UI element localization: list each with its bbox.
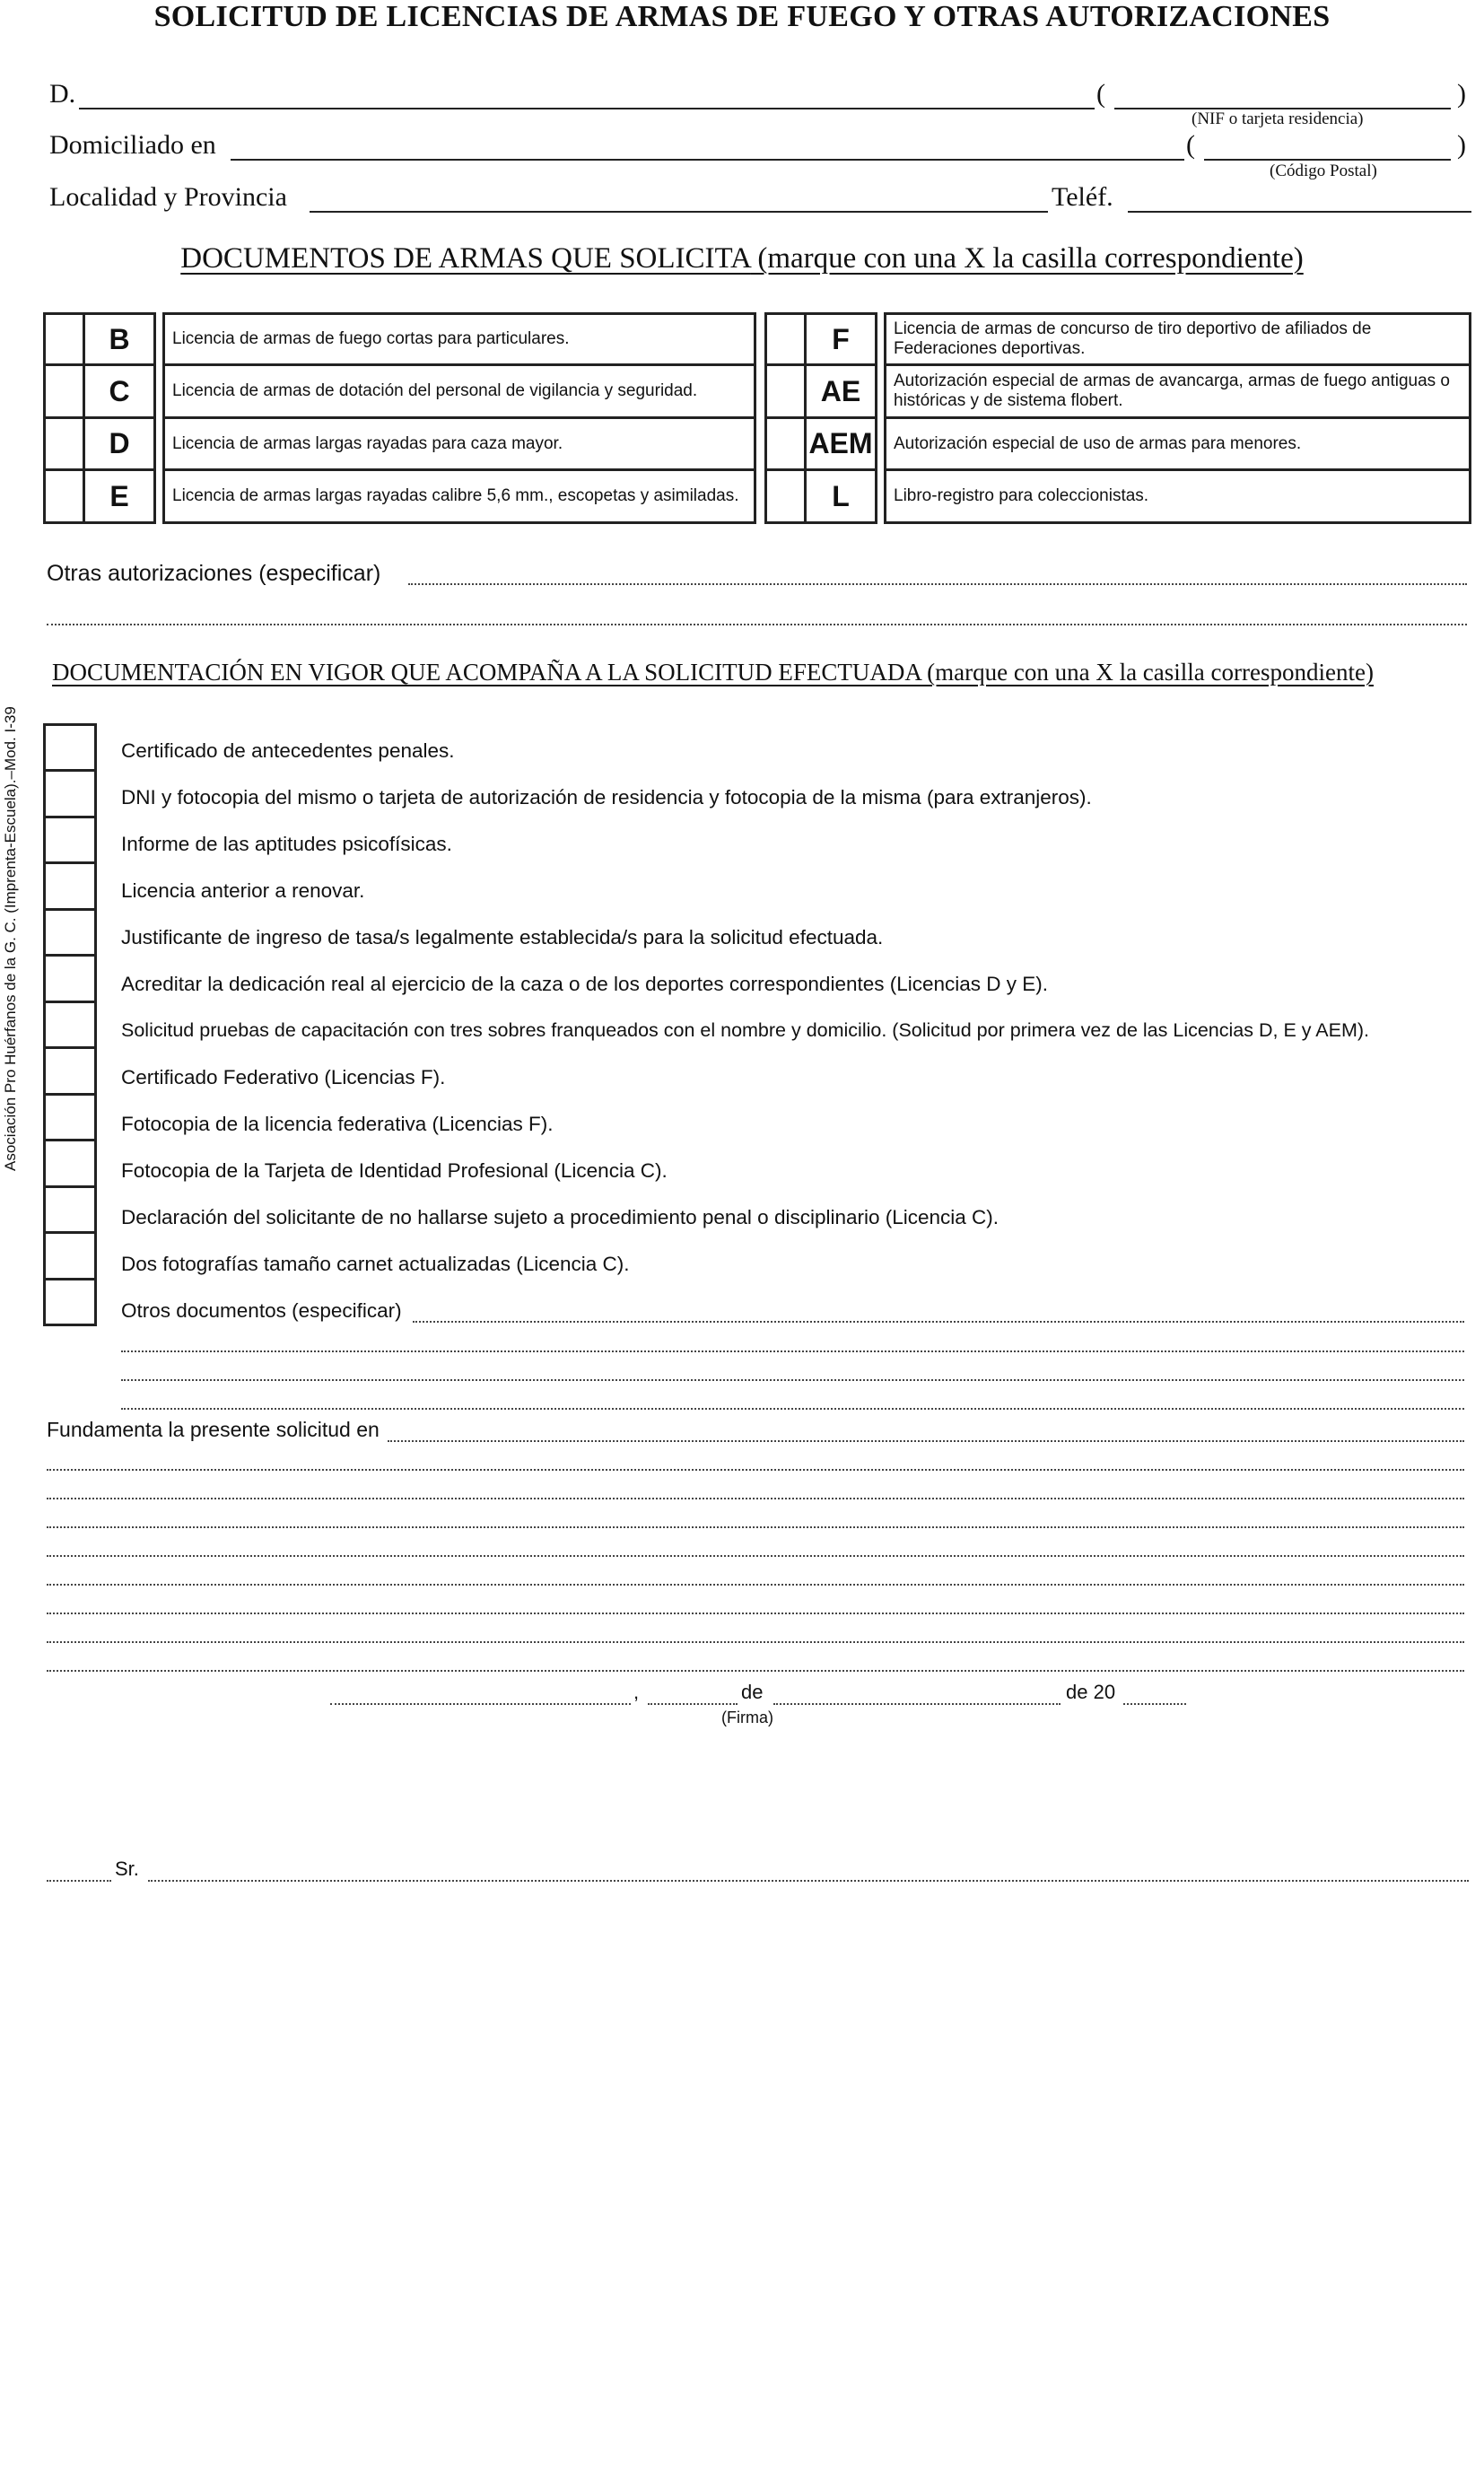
license-desc-e: Licencia de armas largas rayadas calibre 5,6 mm., escopetas y asimiladas.	[162, 468, 756, 524]
other-authorizations-field-2[interactable]	[47, 624, 1467, 625]
phone-field[interactable]	[1128, 211, 1471, 213]
postal-note: (Código Postal)	[1270, 162, 1377, 180]
license-desc-l: Libro-registro para coleccionistas.	[884, 468, 1471, 524]
other-documents-field-4[interactable]	[121, 1408, 1464, 1410]
grounds-field-5[interactable]	[47, 1555, 1464, 1557]
license-code-f: F	[804, 312, 877, 366]
doc-check-9[interactable]	[43, 1093, 97, 1141]
license-desc-b: Licencia de armas de fuego cortas para particulares.	[162, 312, 756, 366]
doc-check-2[interactable]	[43, 769, 97, 818]
doc-item-8: Certificado Federativo (Licencias F).	[121, 1066, 446, 1088]
doc-check-13[interactable]	[43, 1278, 97, 1326]
doc-check-3[interactable]	[43, 816, 97, 864]
doc-item-5: Justificante de ingreso de tasa/s legalmente establecida/s para la solicitud efectuada.	[121, 926, 884, 948]
license-desc-c: Licencia de armas de dotación del personal de vigilancia y seguridad.	[162, 363, 756, 419]
license-code-c: C	[83, 363, 156, 419]
postal-open-paren: (	[1186, 130, 1195, 160]
postal-close-paren: )	[1457, 130, 1466, 160]
day-field[interactable]	[648, 1703, 738, 1705]
doc-item-13: Otros documentos (especificar)	[121, 1299, 402, 1322]
license-code-l: L	[804, 468, 877, 524]
doc-check-8[interactable]	[43, 1046, 97, 1096]
recipient-label: Sr.	[115, 1857, 139, 1880]
grounds-field-7[interactable]	[47, 1613, 1464, 1614]
grounds-field-4[interactable]	[47, 1526, 1464, 1528]
nif-open-paren: (	[1096, 79, 1105, 109]
place-field[interactable]	[330, 1703, 631, 1705]
doc-item-6: Acreditar la dedicación real al ejercicio de la caza o de los deportes correspondientes (Licencias D y E).	[121, 973, 1049, 995]
doc-item-2: DNI y fotocopia del mismo o tarjeta de autorización de residencia y fotocopia de la misma (para extranjeros).	[121, 786, 1092, 808]
doc-check-1[interactable]	[43, 723, 97, 772]
grounds-label: Fundamenta la presente solicitud en	[47, 1418, 380, 1441]
other-authorizations-label: Otras autorizaciones (especificar)	[47, 561, 381, 586]
printer-side-text: Asociación Pro Huérfanos de la G. C. (Imprenta-Escuela).–Mod. I-39	[2, 706, 19, 1171]
doc-item-11: Declaración del solicitante de no hallarse sujeto a procedimiento penal o disciplinario (Licencia C).	[121, 1206, 1000, 1228]
grounds-field-6[interactable]	[47, 1584, 1464, 1586]
doc-item-12: Dos fotografías tamaño carnet actualizadas (Licencia C).	[121, 1253, 630, 1275]
date-comma: ,	[633, 1681, 640, 1703]
locality-field[interactable]	[310, 211, 1048, 213]
license-check-c[interactable]	[43, 363, 85, 419]
grounds-field-2[interactable]	[47, 1469, 1464, 1471]
doc-check-7[interactable]	[43, 1001, 97, 1049]
nif-close-paren: )	[1457, 79, 1466, 109]
doc-check-11[interactable]	[43, 1185, 97, 1234]
month-field[interactable]	[773, 1703, 1061, 1705]
license-desc-f: Licencia de armas de concurso de tiro deportivo de afiliados de Federaciones deportivas.	[884, 312, 1471, 366]
license-code-b: B	[83, 312, 156, 366]
license-check-e[interactable]	[43, 468, 85, 524]
grounds-field[interactable]	[388, 1440, 1464, 1442]
license-check-f[interactable]	[764, 312, 807, 366]
doc-check-12[interactable]	[43, 1231, 97, 1280]
doc-item-1: Certificado de antecedentes penales.	[121, 739, 455, 762]
license-desc-aem: Autorización especial de uso de armas para menores.	[884, 416, 1471, 471]
license-check-ae[interactable]	[764, 363, 807, 419]
doc-check-5[interactable]	[43, 908, 97, 957]
name-label: D.	[49, 79, 76, 109]
doc-check-10[interactable]	[43, 1139, 97, 1188]
other-documents-field[interactable]	[413, 1321, 1464, 1323]
license-check-b[interactable]	[43, 312, 85, 366]
grounds-field-3[interactable]	[47, 1498, 1464, 1499]
doc-item-7: Solicitud pruebas de capacitación con tres sobres franqueados con el nombre y domicilio. (Solicitud por primera vez de las Licencias D, E y AEM).	[121, 1019, 1370, 1041]
address-field[interactable]	[231, 159, 1184, 161]
licenses-heading	[0, 242, 1484, 275]
license-code-ae: AE	[804, 363, 877, 419]
name-field[interactable]	[79, 108, 1095, 109]
year-field[interactable]	[1123, 1703, 1186, 1705]
license-code-aem: AEM	[804, 416, 877, 471]
documentation-heading	[52, 659, 1374, 686]
date-de-1: de	[741, 1681, 764, 1703]
recipient-field[interactable]	[148, 1880, 1469, 1882]
form-title: SOLICITUD DE LICENCIAS DE ARMAS DE FUEGO Y OTRAS AUTORIZACIONES	[153, 0, 1331, 33]
documentation-heading-text: DOCUMENTACIÓN EN VIGOR QUE ACOMPAÑA A LA SOLICITUD EFECTUADA (marque con una X la casilla correspondiente)	[52, 659, 1374, 686]
doc-item-4: Licencia anterior a renovar.	[121, 879, 365, 902]
other-authorizations-field[interactable]	[408, 583, 1467, 585]
license-code-e: E	[83, 468, 156, 524]
other-documents-field-2[interactable]	[121, 1350, 1464, 1352]
phone-label: Teléf.	[1052, 182, 1113, 212]
license-desc-ae: Autorización especial de armas de avancarga, armas de fuego antiguas o históricas y de sistema flobert.	[884, 363, 1471, 419]
date-de-2: de 20	[1066, 1681, 1116, 1703]
locality-label: Localidad y Provincia	[49, 182, 287, 212]
license-code-d: D	[83, 416, 156, 471]
doc-check-4[interactable]	[43, 861, 97, 911]
doc-check-6[interactable]	[43, 954, 97, 1003]
address-label: Domiciliado en	[49, 130, 216, 160]
doc-item-10: Fotocopia de la Tarjeta de Identidad Profesional (Licencia C).	[121, 1159, 668, 1182]
licenses-heading-note: (marque con una X la casilla correspondiente)	[750, 242, 1304, 275]
grounds-field-9[interactable]	[47, 1670, 1464, 1672]
licenses-heading-main: DOCUMENTOS DE ARMAS QUE SOLICITA	[180, 242, 751, 275]
doc-item-9: Fotocopia de la licencia federativa (Licencias F).	[121, 1113, 554, 1135]
nif-note: (NIF o tarjeta residencia)	[1192, 109, 1364, 128]
license-check-aem[interactable]	[764, 416, 807, 471]
license-check-l[interactable]	[764, 468, 807, 524]
license-desc-d: Licencia de armas largas rayadas para caza mayor.	[162, 416, 756, 471]
other-documents-field-3[interactable]	[121, 1379, 1464, 1381]
license-check-d[interactable]	[43, 416, 85, 471]
doc-item-3: Informe de las aptitudes psicofísicas.	[121, 833, 452, 855]
postal-code-field[interactable]	[1204, 159, 1451, 161]
signature-label: (Firma)	[721, 1709, 773, 1726]
recipient-prefix-field[interactable]	[47, 1880, 111, 1882]
grounds-field-8[interactable]	[47, 1641, 1464, 1643]
